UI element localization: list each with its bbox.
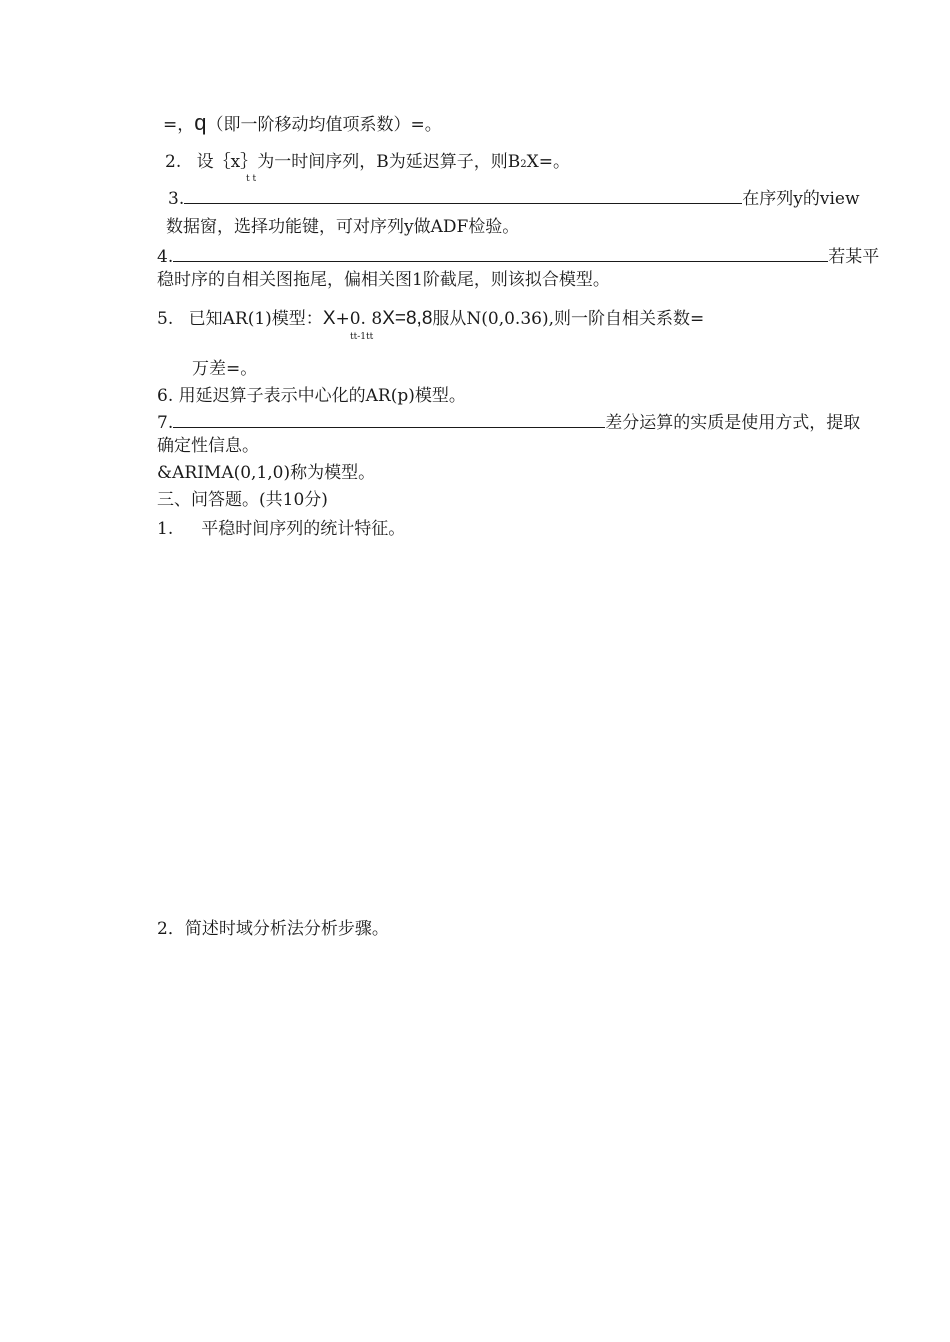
question-4-blank [173,247,828,262]
essay-question-1-text: 平稳时间序列的统计特征。 [201,519,406,539]
essay-question-1-number: 1. [157,519,174,539]
question-6: 6. 用延迟算子表示中心化的AR(p)模型。 [157,386,466,406]
question-2-superscript: 2 [520,159,527,170]
question-3-number: 3. [168,189,185,209]
question-5 [157,308,704,330]
question-7-number: 7. [157,413,174,433]
question-7-line2: 确定性信息。 [157,436,259,456]
question-2-subscript: t t [246,174,257,184]
question-5-eq: =8,8 [394,308,433,329]
question-5-subscript: tt-1tt [350,332,374,342]
question-3-line2: 数据窗，选择功能键，可对序列y做ADF检验。 [166,217,520,237]
question-5-mid: +0. 8 [335,309,383,329]
question-2-text-b: X=。 [526,152,570,172]
q1-tail-line [163,112,442,136]
q1-tail-text: （即一阶移动均值项系数）=。 [206,115,442,135]
q1-tail-q-symbol: q [194,110,207,135]
essay-question-2: 2．简述时域分析法分析步骤。 [157,919,389,939]
question-4-text: 若某平 [828,247,880,267]
question-5-x1: X [322,308,336,329]
question-5-text-b: 服从N(0,0.36),则一阶自相关系数= [432,309,705,329]
question-5-text-a: 已知AR(1)模型： [188,309,323,329]
question-7-text: 差分运算的实质是使用方式，提取 [605,413,861,433]
question-3 [168,188,860,210]
question-2 [165,151,570,176]
question-4-line2: 稳时序的自相关图拖尾，偏相关图1阶截尾，则该拟合模型。 [157,270,610,290]
question-7-blank [173,413,605,428]
question-3-blank [184,189,742,204]
essay-question-1 [157,518,405,540]
question-3-text: 在序列y的view [742,189,860,209]
question-2-number: 2. [165,152,182,172]
question-7 [157,412,860,434]
q1-tail-prefix: =， [163,115,195,135]
question-5-x2: X [382,308,395,329]
question-4 [157,246,879,268]
question-4-number: 4. [157,247,174,267]
question-5-line2: 万差=。 [192,359,258,379]
question-5-number: 5. [157,309,174,329]
question-2-text-a: 设｛x｝为一时间序列，B为延迟算子，则B [196,152,521,172]
section-3-heading: 三、问答题。(共10分) [157,490,328,510]
question-8: &ARIMA(0,1,0)称为模型。 [157,463,376,483]
